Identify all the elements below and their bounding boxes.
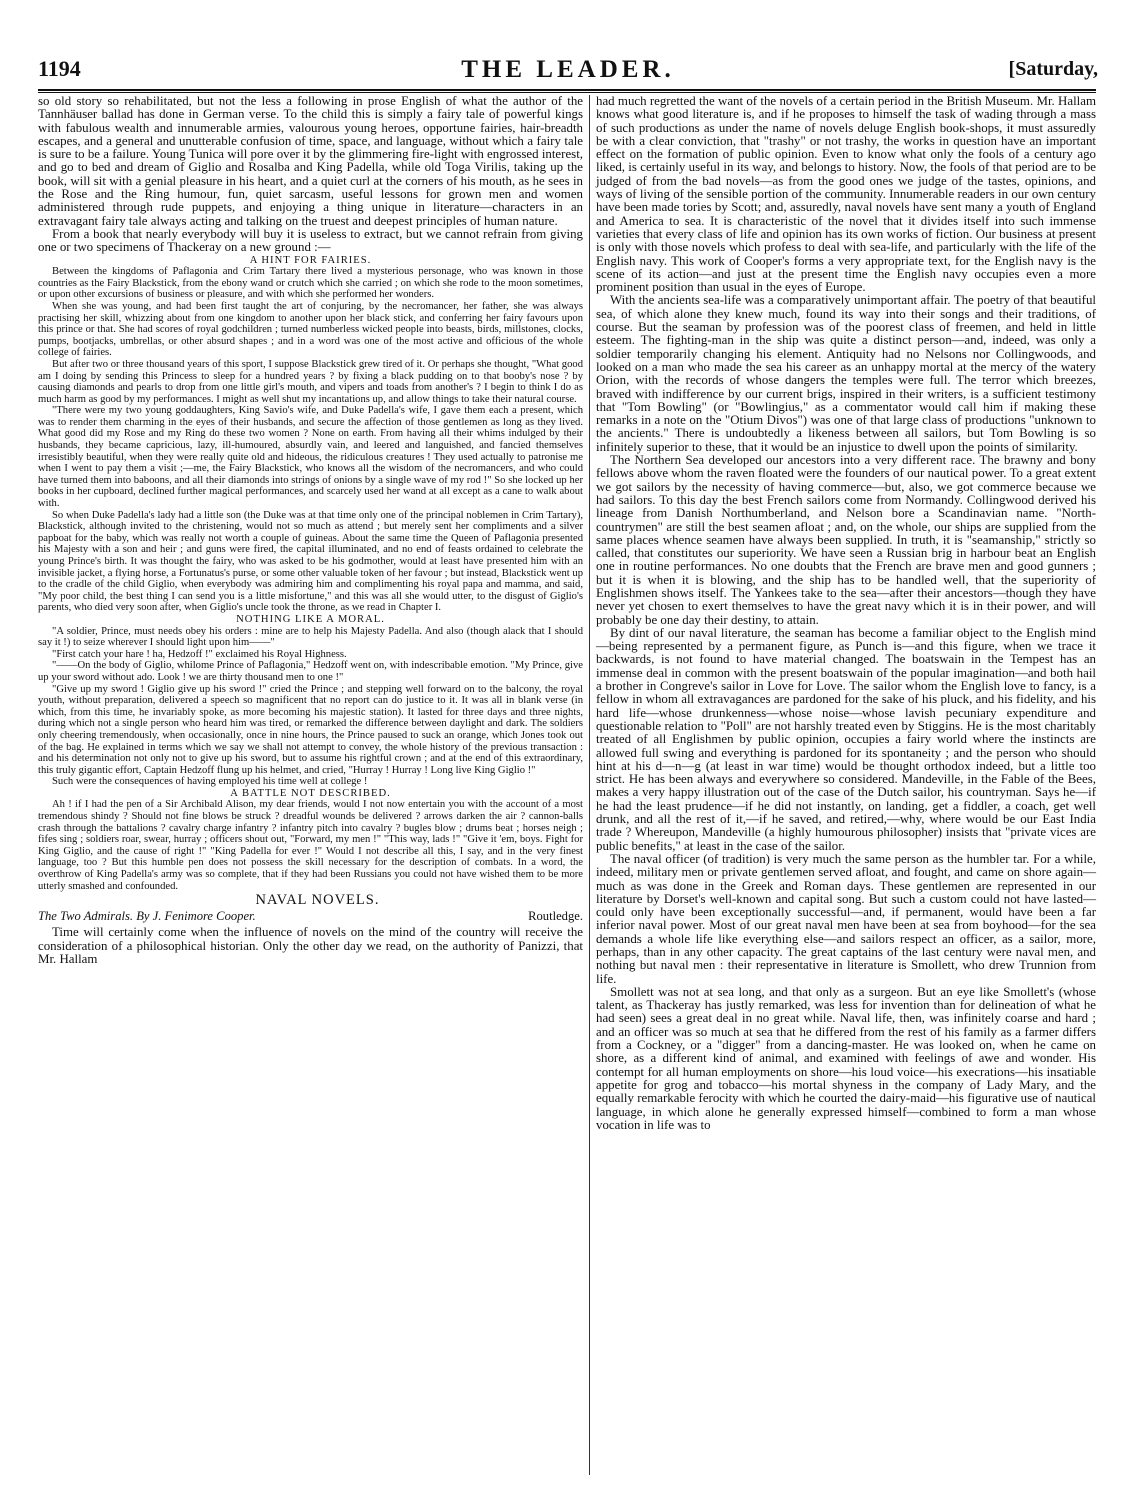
extract-moral	[38, 614, 583, 788]
extract-paragraph: Such were the consequences of having employed his time well at college !	[52, 776, 368, 788]
extract-paragraph: "——On the body of Giglio, whilome Prince of Paflagonia," Hedzoff went on, with indescribable emotion. "My Prince, give up your sword without ado. Look ! we are thirty thousand men to one !"	[38, 660, 583, 683]
extract-paragraph: "First catch your hare ! ha, Hedzoff !" exclaimed his Royal Highness.	[52, 648, 347, 660]
article-paragraph: The Northern Sea developed our ancestors into a very different race. The brawny and bony fellows above whom the raven floated were the founders of our nautical power. To a great extent we got sailors by the necessity of having commerce—but, also, we got commerce because we had sailors. To this day the best French sailors come from Normandy. Collingwood derived his lineage from Danish Northumberland, and Nelson bore a Scandinavian name. "North-countrymen" are still the best seamen afloat ; and, on the whole, our ships are supplied from the same places whence seamen have always been supplied. In truth, it is "seamanship," strictly so called, that constitutes our superiority. We have seen a Russian brig in harbour beat an English one in routine performances. No one doubts that the French are brave men and good gunners ; but it is when it is blowing, and the ship has to be handled well, that the superiority of Englishmen shows itself. The Yankees take to the sea—after their ancestors—though they have never yet chosen to exert themselves to have the great navy which it is in their power, and will probably be one day their destiny, to attain.	[596, 453, 1096, 627]
intro-paragraph: From a book that nearly everybody will buy it is useless to extract, but we cannot refrain from giving one or two specimens of Thackeray on a new ground :—	[38, 226, 583, 255]
extract-paragraph: But after two or three thousand years of this sport, I suppose Blackstick grew tired of it. Or perhaps she thought, "What good am I doing by sending this Princess to sleep for a hundred years ? by fixing a black pudding on to that booby's nose ? by causing diamonds and pearls to drop from one little girl's mouth, and vipers and toads from another's ? I begin to think I do as much harm as good by my performances. I might as well shut my incantations up, and allow things to take their natural course.	[38, 358, 583, 405]
column-divider	[589, 95, 590, 1475]
extract-heading: A BATTLE NOT DESCRIBED.	[230, 787, 391, 799]
extract-heading: NOTHING LIKE A MORAL.	[236, 613, 385, 625]
extract-battle	[38, 788, 583, 892]
article-paragraph: With the ancients sea-life was a comparatively unimportant affair. The poetry of that beautiful sea, of which alone they knew much, found its way into their songs and their traditions, of course. But the seaman by profession was of the poorest class of freemen, and held in little esteem. The fighting-man in the ship was quite a distinct person—and, indeed, was only a soldier temporarily changing his element. Antiquity had no Nelsons nor Collingwoods, and looked on a man who made the sea his career as an unhappy mortal at the mercy of the watery Orion, with the records of whose dangers the temples were full. The terror which breezes, braved with indifference by our current brigs, inspired in their writers, is a sufficient testimony that "Tom Bowling" (or "Bowlingius," as a commentator would call him if making these remarks in a note on the "Otium Divos") was one of that large class of productions "unknown to the ancients." There is undoubtedly a likeness between all sailors, but Tom Bowling is so infinitely superior to these, that it would be an injustice to dwell upon the points of similarity.	[596, 293, 1096, 454]
review-citation	[38, 909, 583, 924]
naval-intro-paragraph: Time will certainly come when the influence of novels on the mind of the country will receive the consideration of a philosophical historian. Only the other day we read, on the authority of Panizzi, that Mr. Hallam	[38, 925, 583, 966]
masthead-title: THE LEADER.	[461, 56, 675, 83]
extract-heading: A HINT FOR FAIRIES.	[249, 254, 372, 266]
review-title: The Two Admirals. By J. Fenimore Cooper.	[38, 909, 256, 924]
section-title: NAVAL NOVELS.	[255, 892, 380, 909]
header-rule-thin	[38, 92, 1096, 93]
issue-day: [Saturday,	[1008, 58, 1098, 80]
review-publisher: Routledge.	[528, 909, 583, 924]
article-paragraph: Smollett was not at sea long, and that only as a surgeon. But an eye like Smollett's (whose talent, as Thackeray has justly remarked, was less for invention than for delineation of what he had seen) sees a great deal in no great while. Naval life, then, was infinitely coarse and hard ; and an officer was so much at sea that he differed from the rest of his family as a farmer differs from a Cockney, or a "digger" from a dancing-master. He was looked on, when he came on shore, as a different kind of animal, and examined with feelings of awe and wonder. His contempt for all human employments on shore—his loud voice—his execrations—his insatiable appetite for grog and tobacco—his mortal shyness in the company of Lady Mary, and the equally remarkable ferocity with which he courted the dairy-maid—his figurative use of nautical language, in which alone he generally expressed himself—combined to form a man whose vocation in life was to	[596, 984, 1096, 1132]
extract-paragraph: Between the kingdoms of Paflagonia and Crim Tartary there lived a mysterious personage, who was known in those countries as the Fairy Blackstick, from the ebony wand or crutch which she carried ; on which she rode to the moon sometimes, or upon other excursions of business or pleasure, and with which she performed her wonders.	[38, 266, 583, 301]
extract-paragraph: "There were my two young goddaughters, King Savio's wife, and Duke Padella's wife, I gave them each a present, which was to render them charming in the eyes of their husbands, and secure the affection of those gentlemen as long as they lived. What good did my Rose and my Ring do these two women ? None on earth. From having all their whims indulged by their husbands, they became capricious, lazy, ill-humoured, absurdly vain, and leered and languished, and fancied themselves irresistibly beautiful, when they were really quite old and hideous, the ridiculous creatures ! They used actually to patronise me when I went to pay them a visit ;—me, the Fairy Blackstick, who knows all the wisdom of the necromancers, and who could have turned them into baboons, and all their diamonds into strings of onions by a single wave of my rod !" So she locked up her books in her cupboard, declined further magical performances, and scarcely used her wand at all except as a cane to walk about with.	[38, 405, 583, 510]
article-paragraph: had much regretted the want of the novels of a certain period in the British Museum. Mr. Hallam knows what good literature is, and if he proposes to himself the task of wading through a mass of such productions as under the name of novels deluge English book-shops, it must assuredly be with a clear conviction, that "trashy" or not trashy, the works in question have an important effect on the formation of public opinion. Even to know what only the fools of a century ago liked, is certainly useful in its way, and belongs to history. Now, the fools of that period are to be judged of from the bad novels—as from the good ones we judge of the tastes, opinions, and ways of living of the sensible portion of the community. Innumerable readers in our own century have been made tories by Scott; and, assuredly, naval novels have sent many a youth of England and America to sea. It is characteristic of the novel that it divides itself into such immense varieties that every class of life and opinion has its own works of fiction. Our business at present is only with those novels which profess to deal with sea-life, and particularly with the life of the English navy. This work of Cooper's forms a very appropriate text, for the English navy is the scene of its action—and just at the present time the English navy occupies even a more prominent position than usual in the eyes of Europe.	[596, 94, 1096, 295]
header-rule	[38, 89, 1096, 91]
extract-hint	[38, 255, 583, 614]
article-paragraph: By dint of our naval literature, the seaman has become a familiar object to the English mind—being represented by a permanent figure, as Punch is—and this figure, when we trace it backwards, is not found to have material changed. The boatswain in the Tempest has an immense deal in common with the present boatswain of the popular imagination—and both hail a brother in Congreve's sailor in Love for Love. The sailor whom the English love to fancy, is a fellow in whom all extravagances are pardoned for the sake of his pluck, and his fidelity, and his hard life—whose drunkenness—whose noise—whose lavish pecuniary expenditure and questionable relation to "Poll" are not harshly treated even by Stiggins. He is the most charitably treated of all Englishmen by public opinion, occupies a fairy world where the instincts are allowed full swing and everything is pardoned for its spontaneity ; and the person who should hint at his d—n—g (at least in war time) would be thought orthodox indeed, but a little too strict. He has been always and everywhere so considered. Mandeville, in the Fable of the Bees, makes a very happy illustration out of the case of the Dutch sailor, his countryman. Says he—if he had the least prudence—if he did not instantly, on landing, get a fiddler, a coach, get well drunk, and all the rest of it,—if he saved, and retired,—why, where would be our East India trade ? Whereupon, Mandeville (a highly humourous philosopher) insists that "private vices are public benefits," at least in the case of the sailor.	[596, 625, 1096, 853]
page-number: 1194	[38, 56, 81, 81]
right-column	[596, 95, 1096, 1132]
extract-paragraph: Ah ! if I had the pen of a Sir Archibald Alison, my dear friends, would I not now entertain you with the account of a most tremendous shindy ? Should not fine blows be struck ? dreadful wounds be delivered ? arrows darken the air ? cannon-balls crash through the battalions ? cavalry charge infantry ? infantry pitch into cavalry ? bugles blow ; drums beat ; horses neigh ; fifes sing ; soldiers roar, swear, hurray ; officers shout out, "Forward, my men !" "This way, lads !" "Give it 'em, boys. Fight for King Giglio, and the cause of right !" "King Padella for ever !" Would I not describe all this, I say, and in the very finest language, too ? But this humble pen does not possess the skill necessary for the description of combats. In a word, the overthrow of King Padella's army was so complete, that if they had been Russians you could not have wished them to be more utterly smashed and confounded.	[38, 799, 583, 892]
extract-paragraph: "Give up my sword ! Giglio give up his sword !" cried the Prince ; and stepping well forward on to the balcony, the royal youth, without preparation, delivered a speech so magnificent that no report can do justice to it. It was all in blank verse (in which, from this time, he invariably spoke, as more becoming his majestic station). It lasted for three days and three nights, during which not a single person who heard him was tired, or remarked the difference between daylight and dark. The soldiers only cheering tremendously, when occasionally, once in nine hours, the Prince paused to suck an orange, which Jones took out of the bag. He explained in terms which we say we shall not attempt to convey, the whole history of the previous transaction : and his determination not only not to give up his sword, but to assume his rightful crown ; and at the end of this extraordinary, this truly gigantic effort, Captain Hedzoff flung up his helmet, and cried, "Hurray ! Hurray ! Long live King Giglio !"	[38, 683, 583, 776]
page-header	[38, 56, 1098, 86]
extract-paragraph: So when Duke Padella's lady had a little son (the Duke was at that time only one of the principal noblemen in Crim Tartary), Blackstick, although invited to the christening, would not so much as attend ; but merely sent her compliments and a silver papboat for the baby, which was really not worth a couple of guineas. About the same time the Queen of Paflagonia presented his Majesty with a son and heir ; and guns were fired, the capital illuminated, and no end of feasts ordained to celebrate the young Prince's birth. It was thought the fairy, who was asked to be his godmother, would at least have presented him with an invisible jacket, a flying horse, a Fortunatus's purse, or some other valuable token of her favour ; but instead, Blackstick went up to the cradle of the child Giglio, when everybody was admiring him and complimenting his royal papa and mamma, and said, "My poor child, the best thing I can send you is a little misfortune," and this was all she would utter, to the disgust of Giglio's parents, who died very soon after, when Giglio's uncle took the throne, as we read in Chapter I.	[38, 509, 583, 614]
left-column	[38, 95, 583, 966]
extract-paragraph: When she was young, and had been first taught the art of conjuring, by the necromancer, her father, she was always practising her skill, whizzing about from one kingdom to another upon her black stick, and conferring her fairy favours upon this prince or that. She had scores of royal godchildren ; turned numberless wicked people into beasts, birds, millstones, clocks, pumps, bootjacks, umbrellas, or other absurd shapes ; and in a word was one of the most active and officious of the whole college of fairies.	[38, 300, 583, 359]
intro-paragraph: so old story so rehabilitated, but not the less a following in prose English of what the author of the Tannhäuser ballad has done in German verse. To the child this is simply a fairy tale of powerful kings with fabulous wealth and innumerable armies, valourous young heroes, opportune fairies, hair-breadth escapes, and a general and unutterable confusion of time, space, and language, without which a fairy tale is sure to be a failure. Young Tunica will pore over it by the glimmering fire-light with engrossed interest, and go to bed and dream of Giglio and Rosalba and King Padella, while old Toga Virilis, taking up the book, will sit with a genial pleasure in his heart, and a quiet curl at the corners of his mouth, as he sees in the Rose and the Ring humour, fun, quiet sarcasm, useful lessons for grown men and women administered through rude puppets, and enjoying a thing unique in literature—characters in an extravagant fairy tale always acting and talking on the truest and deepest principles of human nature.	[38, 94, 583, 228]
article-paragraph: The naval officer (of tradition) is very much the same person as the humbler tar. For a while, indeed, military men or private gentlemen served afloat, and fought, and came on shore again—much as was done in the Greek and Roman days. These gentlemen are represented in our literature by Dorset's well-known and capital song. But such a custom could not have lasted—could only have been exceptionally successful—and, if permanent, would have been a far inferior naval power. Most of our great naval men have been at sea from boyhood—for the sea demands a whole life like everything else—and sailors respect an officer, as a sailor, more, perhaps, than in any other capacity. The great captains of the last century were naval men, and nothing but naval men : their representative in literature is Smollett, who drew Trunnion from life.	[596, 851, 1096, 986]
extract-paragraph: "A soldier, Prince, must needs obey his orders : mine are to help his Majesty Padella. And also (though alack that I should say it !) to seize wherever I should light upon him——"	[38, 625, 583, 649]
